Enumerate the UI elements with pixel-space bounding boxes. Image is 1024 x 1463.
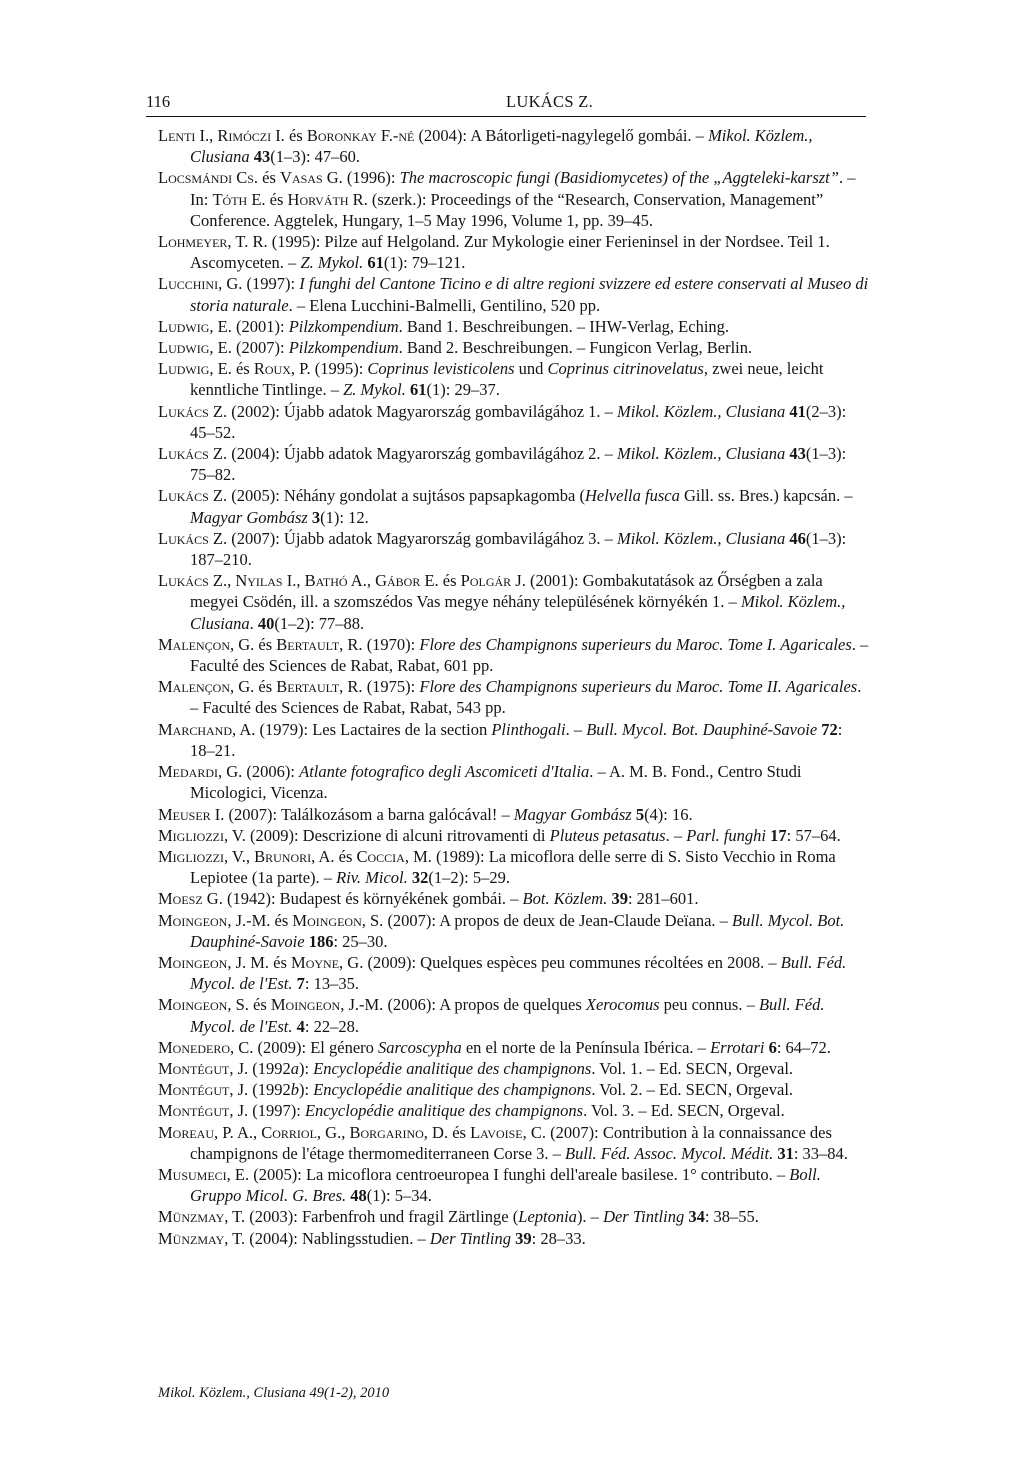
reference-entry: Münzmay, T. (2003): Farbenfroh und fragil Zärtlinge (Leptonia). – Der Tintling 34: 38–55.	[158, 1207, 759, 1227]
reference-entry: Lenti I., Rimóczi I. és Boronkay F.-né (2004): A Bátorligeti-nagylegelő gombái. – Mikol. Közlem., Clusiana 43(1–3): 47–60.	[158, 126, 813, 167]
reference-entry: Lukács Z., Nyilas I., Bathó A., Gábor E. és Polgár J. (2001): Gombakutatások az Őrségben a zala megyei Csödén, ill. a szomszédos Vas megye néhány településének környékén 1. – Mikol. Közlem., Clusiana. 40(1–2): 77–88.	[158, 571, 846, 633]
reference-entry: Montégut, J. (1997): Encyclopédie analitique des champignons. Vol. 3. – Ed. SECN, Orgeval.	[158, 1101, 785, 1121]
reference-entry: Medardi, G. (2006): Atlante fotografico degli Ascomiceti d'Italia. – A. M. B. Fond., Centro Studi Micologici, Vicenza.	[158, 762, 802, 803]
reference-entry: Moesz G. (1942): Budapest és környékének gombái. – Bot. Közlem. 39: 281–601.	[158, 889, 699, 909]
reference-entry: Malençon, G. és Bertault, R. (1970): Flore des Champignons superieurs du Maroc. Tome I. Agaricales. – Faculté des Sciences de Rabat, Rabat, 601 pp.	[158, 634, 869, 676]
reference-entry: Lohmeyer, T. R. (1995): Pilze auf Helgoland. Zur Mykologie einer Ferieninsel in der Nordsee. Teil 1. Ascomyceten. – Z. Mykol. 61(1): 79–121.	[158, 232, 830, 273]
reference-entry: Lucchini, G. (1997): I funghi del Cantone Ticino e di altre regioni svizzere ed estere conservati al Museo di storia naturale. – Elena Lucchini-Balmelli, Gentilino, 520 pp.	[158, 274, 869, 315]
reference-entry: Montégut, J. (1992a): Encyclopédie analitique des champignons. Vol. 1. – Ed. SECN, Orgeval.	[158, 1058, 794, 1078]
reference-entry: Migliozzi, V., Brunori, A. és Coccia, M. (1989): La micoflora delle serre di S. Sisto Vecchio in Roma Lepiotee (1a parte). – Riv. Micol. 32(1–2): 5–29.	[158, 846, 836, 888]
reference-entry: Moingeon, J. M. és Moyne, G. (2009): Quelques espèces peu communes récoltées en 2008. – Bull. Féd. Mycol. de l'Est. 7: 13–35.	[158, 952, 847, 994]
reference-entry: Lukács Z. (2002): Újabb adatok Magyarország gombavilágához 1. – Mikol. Közlem., Clusiana 41(2–3): 45–52.	[158, 401, 847, 442]
reference-entry: Migliozzi, V. (2009): Descrizione di alcuni ritrovamenti di Pluteus petasatus. – Parl. funghi 17: 57–64.	[158, 825, 841, 845]
reference-entry: Ludwig, E. (2007): Pilzkompendium. Band 2. Beschreibungen. – Fungicon Verlag, Berlin.	[158, 338, 753, 358]
reference-entry: Lukács Z. (2004): Újabb adatok Magyarország gombavilágához 2. – Mikol. Közlem., Clusiana 43(1–3): 75–82.	[158, 444, 847, 485]
reference-list	[158, 125, 870, 1249]
page-header	[146, 92, 866, 117]
reference-entry: Ludwig, E. (2001): Pilzkompendium. Band 1. Beschreibungen. – IHW-Verlag, Eching.	[158, 316, 730, 336]
reference-entry: Münzmay, T. (2004): Nablingsstudien. – Der Tintling 39: 28–33.	[158, 1228, 586, 1248]
reference-entry: Moingeon, J.-M. és Moingeon, S. (2007): A propos de deux de Jean-Claude Deïana. – Bull. Mycol. Bot. Dauphiné-Savoie 186: 25–30.	[158, 910, 845, 951]
page-number: 116	[146, 92, 171, 111]
reference-entry: Moingeon, S. és Moingeon, J.-M. (2006): A propos de quelques Xerocomus peu connus. – Bull. Féd. Mycol. de l'Est. 4: 22–28.	[158, 995, 825, 1036]
reference-entry: Moreau, P. A., Corriol, G., Borgarino, D. és Lavoise, C. (2007): Contribution à la connaissance des champignons de l'étage thermomediterraneen Corse 3. – Bull. Féd. Assoc. Mycol. Médit. 31: 33–84.	[158, 1122, 848, 1163]
reference-entry: Montégut, J. (1992b): Encyclopédie analitique des champignons. Vol. 2. – Ed. SECN, Orgeval.	[158, 1080, 794, 1100]
running-head: LUKÁCS Z.	[506, 92, 594, 111]
reference-entry: Meuser I. (2007): Találkozásom a barna galócával! – Magyar Gombász 5(4): 16.	[158, 804, 693, 824]
reference-entry: Lukács Z. (2007): Újabb adatok Magyarország gombavilágához 3. – Mikol. Közlem., Clusiana 46(1–3): 187–210.	[158, 528, 847, 570]
reference-entry: Locsmándi Cs. és Vasas G. (1996): The macroscopic fungi (Basidiomycetes) of the „Aggteleki-karszt”. – In: Tóth E. és Horváth R. (szerk.): Proceedings of the “Research, Conservation, Management” Conference. Aggtelek, Hungary, 1–5 May 1996, Volume 1, pp. 39–45.	[158, 168, 856, 230]
reference-entry: Malençon, G. és Bertault, R. (1975): Flore des Champignons superieurs du Maroc. Tome II. Agaricales. – Faculté des Sciences de Rabat, Rabat, 543 pp.	[158, 677, 862, 718]
reference-entry: Musumeci, E. (2005): La micoflora centroeuropea I funghi dell'areale basilese. 1° contributo. – Boll. Gruppo Micol. G. Bres. 48(1): 5–34.	[158, 1164, 821, 1206]
reference-entry: Ludwig, E. és Roux, P. (1995): Coprinus levisticolens und Coprinus citrinovelatus, zwei neue, leicht kenntliche Tintlinge. – Z. Mykol. 61(1): 29–37.	[158, 359, 824, 400]
reference-entry: Monedero, C. (2009): El género Sarcoscypha en el norte de la Península Ibérica. – Errotari 6: 64–72.	[158, 1037, 831, 1057]
page-footer: Mikol. Közlem., Clusiana 49(1-2), 2010	[158, 1385, 390, 1401]
reference-entry: Marchand, A. (1979): Les Lactaires de la section Plinthogali. – Bull. Mycol. Bot. Dauphiné-Savoie 72: 18–21.	[158, 719, 843, 760]
reference-entry: Lukács Z. (2005): Néhány gondolat a sujtásos papsapkagomba (Helvella fusca Gill. ss. Bres.) kapcsán. – Magyar Gombász 3(1): 12.	[158, 486, 853, 527]
